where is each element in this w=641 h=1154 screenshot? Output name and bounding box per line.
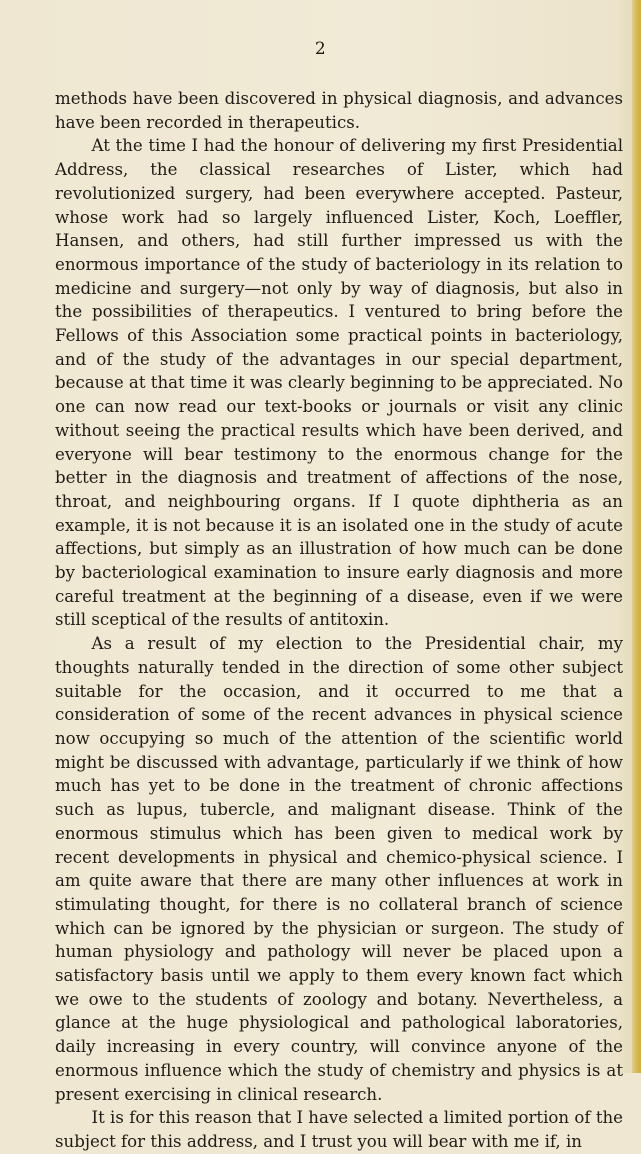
- paragraph: As a result of my election to the Presidential chair, my thoughts naturally tended in the direction of some other subject suitable for the occasion, and it occurred to me that a consideration of some of the recent advances in physical science now occupying so much of the attention of the scientific world might be discussed with advantage, particularly if we think of how much has yet to be done in the treatment of chronic affections such as lupus, tubercle, and malignant disease. Think of the enormous stimulus which has been given to medical work by recent developments in physical and chemico-physical science. I am quite aware that there are many other influences at work in stimulating thought, for there is no collateral branch of science which can be ignored by the physician or surgeon. The study of human physiology and pathology will never be placed upon a satisfactory basis until we apply to them every known fact which we owe to the students of zoology and botany. Nevertheless, a glance at the huge physiological and pathological laboratories, daily increasing in every country, will convince anyone of the enormous influence which the study of chemistry and physics is at present exercising in clinical research.: [55, 634, 623, 1104]
- paragraph-continuation: methods have been discovered in physical diagnosis, and advances have been recorded in therapeutics.: [55, 89, 623, 132]
- page-edge: [632, 0, 641, 1073]
- paragraph: At the time I had the honour of delivering my first Presidential Address, the classical researches of Lister, which had revolutionized surgery, had been everywhere accepted. Pasteur, whose work had so largely influenced Lister, Koch, Loeffler, Hansen, and others, had still further impressed us with the enormous importance of the study of bacteriology in its relation to medicine and surgery—not only by way of diagnosis, but also in the possibilities of therapeutics. I ventured to bring before the Fellows of this Association some practical points in bacteriology, and of the study of the advantages in our special department, because at that time it was clearly beginning to be appreciated. No one can now read our text-books or journals or visit any clinic without seeing the practical results which have been derived, and everyone will bear testimony to the enormous change for the better in the diagnosis and treatment of affections of the nose, throat, and neighbouring organs. If I quote diphtheria as an example, it is not because it is an isolated one in the study of acute affections, but simply as an illustration of how much can be done by bacteriological examination to insure early diagnosis and more careful treatment at the beginning of a disease, even if we were still sceptical of the results of antitoxin.: [55, 136, 623, 630]
- body-text: [55, 87, 623, 1154]
- paragraph: It is for this reason that I have selected a limited portion of the subject for this address, and I trust you will bear with me if, in: [55, 1108, 623, 1151]
- page-number: 2: [314, 39, 327, 59]
